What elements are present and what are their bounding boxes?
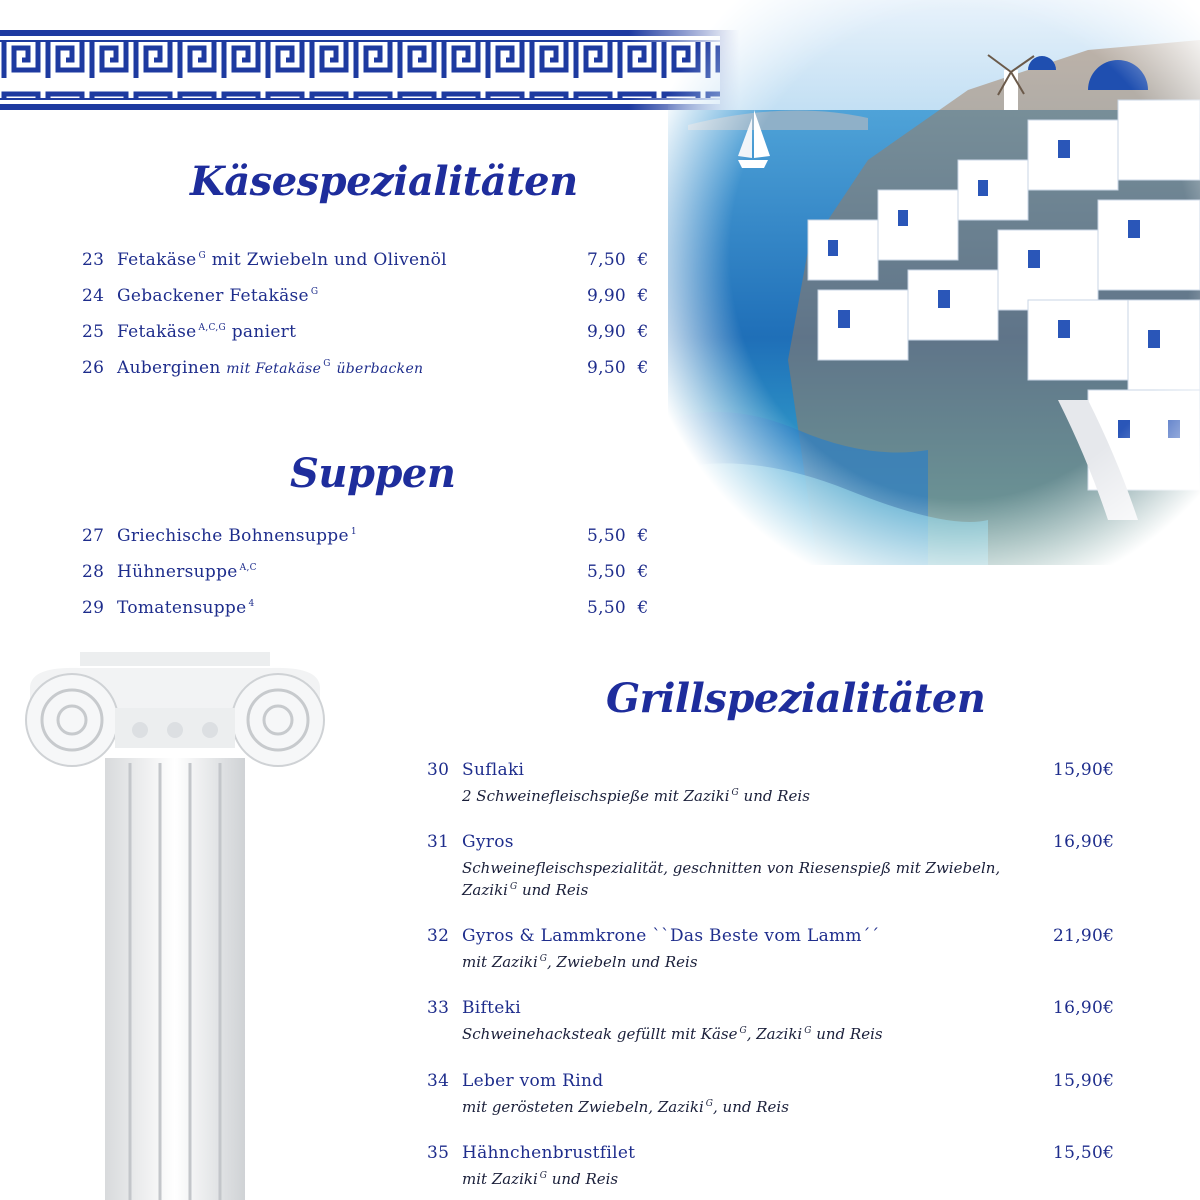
item-price: 16,90€ [1053,832,1115,852]
item-number: 29 [82,598,105,618]
item-name: Leber vom Rind [462,1071,604,1091]
item-price: 9,90 € [587,286,649,306]
item-name: Tomatensuppe $^4$ [117,598,255,618]
item-description: mit gerösteten Zwiebeln, Zaziki $^G$, und Reis [462,1098,789,1116]
item-description: mit Zaziki $^G$ und Reis [462,1170,619,1188]
section-title-grill: Grillspezialitäten [606,675,986,722]
item-price: 9,90 € [587,322,649,342]
item-name: Gebackener Fetakäse $^G$ [117,286,319,306]
item-name: Fetakäse $^{A,C,G}$ paniert [117,322,297,342]
section-title-kaese: Käsespezialitäten [190,158,578,205]
greek-key-border [0,30,740,110]
item-number: 34 [427,1071,450,1091]
item-number: 28 [82,562,105,582]
item-price: 5,50 € [587,526,649,546]
item-number: 33 [427,998,450,1018]
item-name: Gyros [462,832,514,852]
item-price: 21,90€ [1053,926,1115,946]
item-name: Gyros & Lammkrone ``Das Beste vom Lamm´´ [462,926,880,946]
item-number: 31 [427,832,450,852]
item-description: mit Zaziki $^G$, Zwiebeln und Reis [462,953,698,971]
item-price: 15,90€ [1053,1071,1115,1091]
item-number: 25 [82,322,105,342]
item-price: 15,50€ [1053,1143,1115,1163]
item-number: 27 [82,526,105,546]
item-price: 7,50 € [587,250,649,270]
item-price: 5,50 € [587,562,649,582]
item-number: 24 [82,286,105,306]
item-price: 9,50 € [587,358,649,378]
item-number: 26 [82,358,105,378]
item-name: Bifteki [462,998,521,1018]
section-title-suppen: Suppen [290,450,456,497]
item-number: 23 [82,250,105,270]
item-name: Griechische Bohnensuppe $^1$ [117,526,357,546]
item-name: Hühnersuppe $^{A,C}$ [117,562,257,582]
item-description: Schweinefleischspezialität, geschnitten von Riesenspieß mit Zwiebeln, Zaziki $^G$ und Reis [462,859,1001,899]
ionic-column-illustration [20,648,330,1200]
item-description: Schweinehacksteak gefüllt mit Käse $^G$, Zaziki $^G$ und Reis [462,1025,883,1043]
item-name: Suflaki [462,760,525,780]
item-name: Fetakäse $^G$ mit Zwiebeln und Olivenöl [117,250,447,270]
item-price: 16,90€ [1053,998,1115,1018]
item-price: 15,90€ [1053,760,1115,780]
item-number: 32 [427,926,450,946]
item-number: 30 [427,760,450,780]
item-description: 2 Schweinefleischspieße mit Zaziki $^G$ und Reis [462,787,810,805]
item-name: Hähnchenbrustfilet [462,1143,636,1163]
item-price: 5,50 € [587,598,649,618]
item-name: Auberginen mit Fetakäse $^G$ überbacken [117,358,424,378]
item-number: 35 [427,1143,450,1163]
santorini-illustration [668,0,1200,565]
